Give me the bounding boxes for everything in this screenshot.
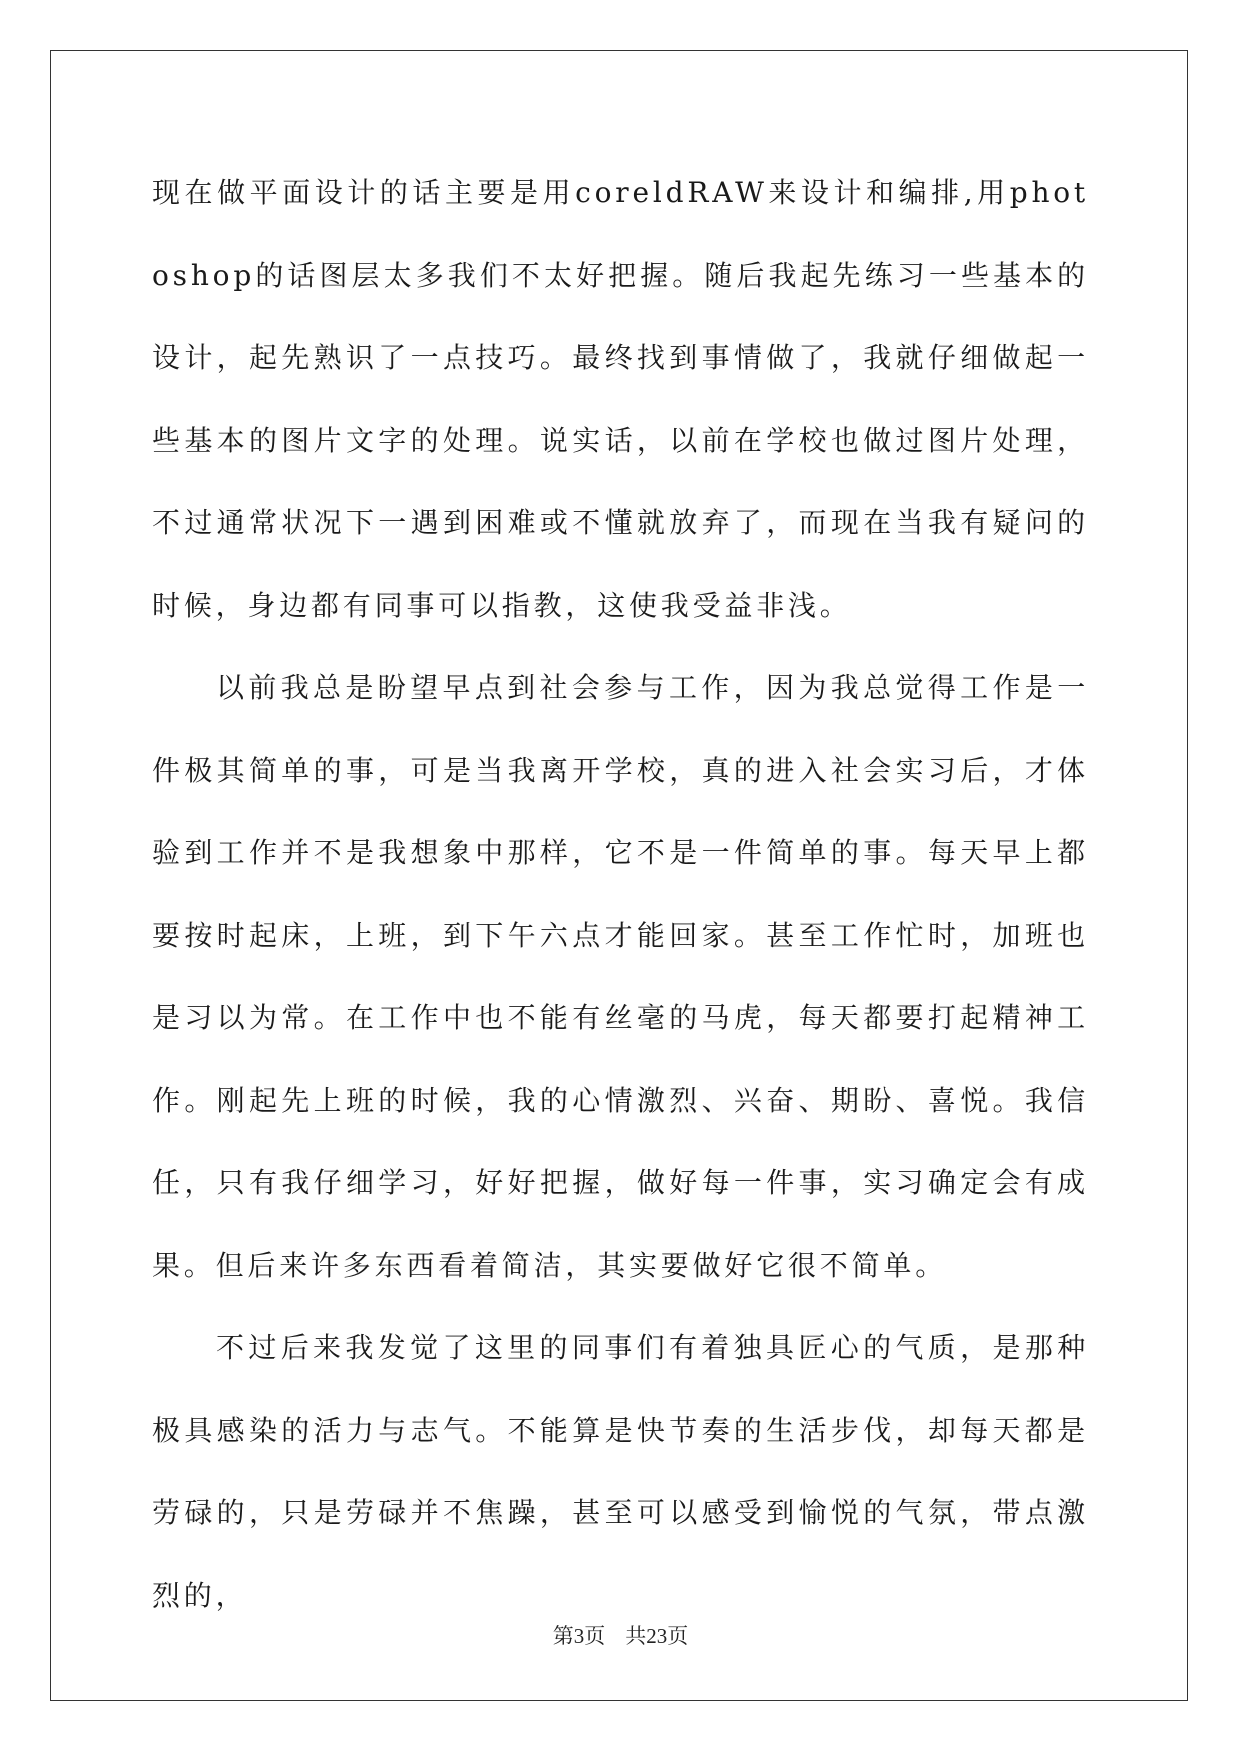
paragraph-1: 现在做平面设计的话主要是用coreldRAW来设计和编排,用photoshop的话图层太多我们不太好把握。随后我起先练习一些基本的设计，起先熟识了一点技巧。最终找到事情做了，我就仔细做起一些基本的图片文字的处理。说实话，以前在学校也做过图片处理，不过通常状况下一遇到困难或不懂就放弃了，而现在当我有疑问的时候，身边都有同事可以指教，这使我受益非浅。 <box>152 176 1089 622</box>
page-total: 共23页 <box>625 1624 689 1648</box>
page-number: 第3页 <box>552 1624 606 1648</box>
document-body <box>152 152 1089 1637</box>
paragraph-3: 不过后来我发觉了这里的同事们有着独具匠心的气质，是那种极具感染的活力与志气。不能算是快节奏的生活步伐，却每天都是劳碌的，只是劳碌并不焦躁，甚至可以感受到愉悦的气氛，带点激烈的， <box>152 1331 1089 1612</box>
page-footer <box>0 1620 1241 1650</box>
paragraph-2: 以前我总是盼望早点到社会参与工作，因为我总觉得工作是一件极其简单的事，可是当我离开学校，真的进入社会实习后，才体验到工作并不是我想象中那样，它不是一件简单的事。每天早上都要按时起床，上班，到下午六点才能回家。甚至工作忙时，加班也是习以为常。在工作中也不能有丝毫的马虎，每天都要打起精神工作。刚起先上班的时候，我的心情激烈、兴奋、期盼、喜悦。我信任，只有我仔细学习，好好把握，做好每一件事，实习确定会有成果。但后来许多东西看着简洁，其实要做好它很不简单。 <box>152 671 1089 1282</box>
